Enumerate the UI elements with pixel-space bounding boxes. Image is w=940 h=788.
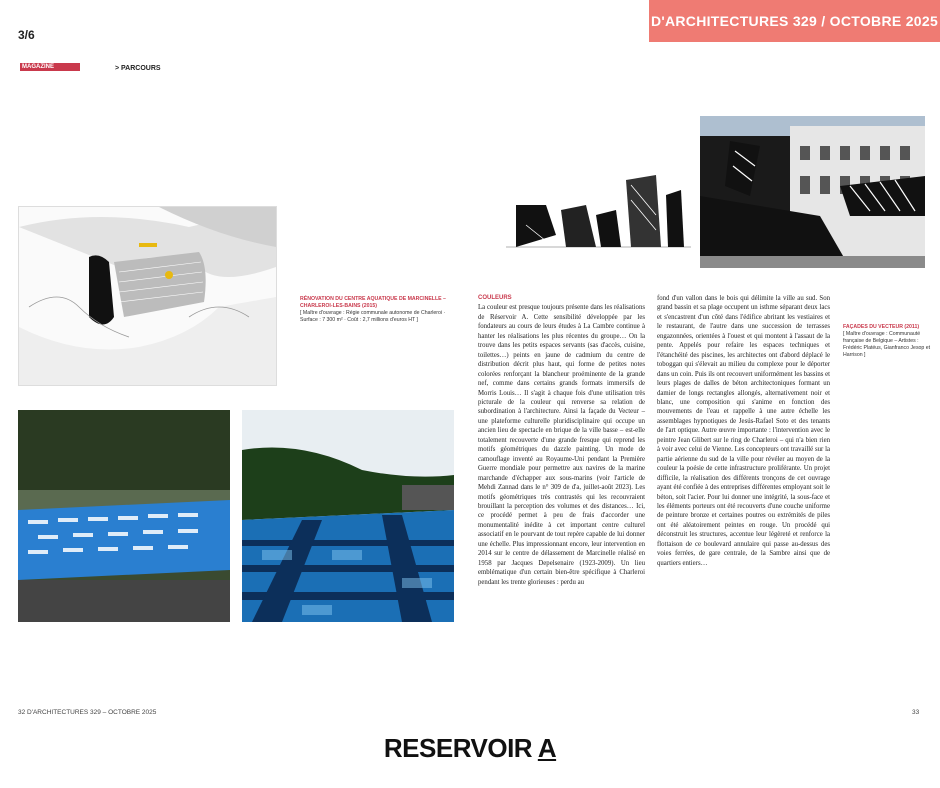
article-text: fond d'un vallon dans le bois qui délimite la ville au sud. Son grand bassin et sa plage occupent un isthme séparant deux lacs et s'encastrent d'un côté dans l'édifice abritant les vestiaires et le restaurant, de l'autre dans une succession de terrasses engazonnées, orientées à l'ouest et qui montent à l'assaut de la pente. Appelés pour refaire les espaces techniques et l'étanchéité des piscines, les architectes ont d'abord déplacé le toboggan qui s'élevait au milieu du complexe pour le déporter dans un coin. Puis ils ont recouvert uniformément les bassins et leurs plages de dalles de béton architectoniques formant un damier de longs rectangles allongés, alternativement noir et blanc, une composition qui s'anime en fonction des mouvements de l'eau et rappelle à une autre échelle les assemblages hypnotiques de Jesús-Rafael Soto et des tenants de l'art optique. Autre œuvre importante : l'intervention avec le peintre Jean Glibert sur le ring de Charleroi – qui n'a bien rien à voir avec celui de Vienne. Les concepteurs ont travaillé sur la partie aérienne du sud de la ville pour révéler au moyen de la couleur la poésie de cette infrastructure proliférante. Un projet difficile, la réalisation des différents tronçons de cet ouvrage ayant été confiée à des entreprises différentes employant soit le béton, soit l'acier. Pour lui donner une intégrité, la sous-face et les éléments porteurs ont été recouverts d'une couche uniforme de peinture bronze et certaines poutres ou extrémités de piles ont été aléatoirement peintes en rouge. Un procédé qui déconstruit les structures, accentue leur légèreté et renforce la flottaison de ce boulevard annulaire qui passe au-dessus des voies ferrées, de gare centrale, de la Sambre ainsi que de quartiers entiers… [657, 295, 830, 567]
caption-title: RÉNOVATION DU CENTRE AQUATIQUE DE MARCINELLE – CHARLEROI-LES-BAINS (2015) [300, 296, 446, 309]
site-plan-image [18, 206, 277, 386]
facade-elevation-drawing [506, 175, 691, 250]
article-column-2 [657, 294, 830, 568]
caption-text: [ Maître d'ouvrage : Communauté française de Belgique – Artistes : Frédéric Platéus, Gianfranco Jesop et Harrison ] [843, 331, 931, 358]
caption-title: FAÇADES DU VECTEUR (2011) [843, 324, 920, 330]
title-underlined: A [537, 733, 557, 763]
article-column-1 [478, 294, 645, 587]
section-tag: MAGAZINE [20, 63, 80, 71]
pool-aerial-photo [18, 410, 230, 622]
caption-text: [ Maître d'ouvrage : Régie communale autonome de Charleroi · Surface : 7 300 m² · Coût : 2,7 millions d'euros HT ] [300, 310, 446, 323]
facade-photo [700, 116, 925, 268]
magazine-banner: D'ARCHITECTURES 329 / OCTOBRE 2025 [649, 0, 940, 42]
caption-marcinelle [300, 296, 450, 324]
footer-left: 32 D'ARCHITECTURES 329 – OCTOBRE 2025 [18, 709, 157, 716]
title-main: RESERVOIR [383, 733, 538, 763]
section-breadcrumb: > PARCOURS [115, 65, 161, 72]
article-text: La couleur est presque toujours présente dans les réalisations de Réservoir A. Cette sensibilité développée par les fondateurs au cours de leurs études à La Cambre continue à hanter les réalisations les plus récentes du groupe… On la trouve dans les petits espaces servants (sas d'accès, cuisine, toilettes…) peints en jaune de cadmium du centre de distribution décrit plus haut, qui forme de petites notes colorées renforçant la blancheur proéminente de la grande nef, comme dans certains grands formats immersifs de Morris Louis… Il s'agit à chaque fois d'une utilisation très picturale de la couleur qui renverse sa relation de subordination à l'architecture. Ainsi la façade du Vecteur – une plateforme culturelle pluridisciplinaire qui occupe un ancien lieu de spectacle en brique de la ville basse – est-elle totalement recouverte d'une grande fresque qui reprend les motifs géométriques du dazzle painting. Un mode de camouflage inventé au Royaume-Uni pendant la Première Guerre mondiale pour permettre aux navires de la marine marchande d'échapper aux sous-marins (voir l'article de Mehdi Zannad dans le n° 309 de d'a, juillet-août 2023). Les motifs géométriques très contrastés qui les recouvraient brouillant la perception des volumes et des distances… Ici, ce procédé permet à peu de frais d'accorder une monumentalité inédite à cet important centre culturel associatif en le pourvant de tout repère capable de lui donner une échelle. Plus impressionnant encore, leur intervention en 2014 sur le centre de délassement de Marcinelle réalisé en 1958 par Jacques Depelsenaire (1923-2009). Un lieu emblématique d'un certain bien-être spécifique à Charleroi pendant les trente glorieuses : perdu au [478, 304, 645, 586]
footer-page-number: 33 [912, 709, 920, 716]
article-heading: COULEURS [478, 295, 512, 301]
page-indicator: 3/6 [18, 28, 35, 42]
caption-vecteur [843, 324, 933, 359]
document-title [0, 733, 940, 764]
pool-water-photo [242, 410, 454, 622]
